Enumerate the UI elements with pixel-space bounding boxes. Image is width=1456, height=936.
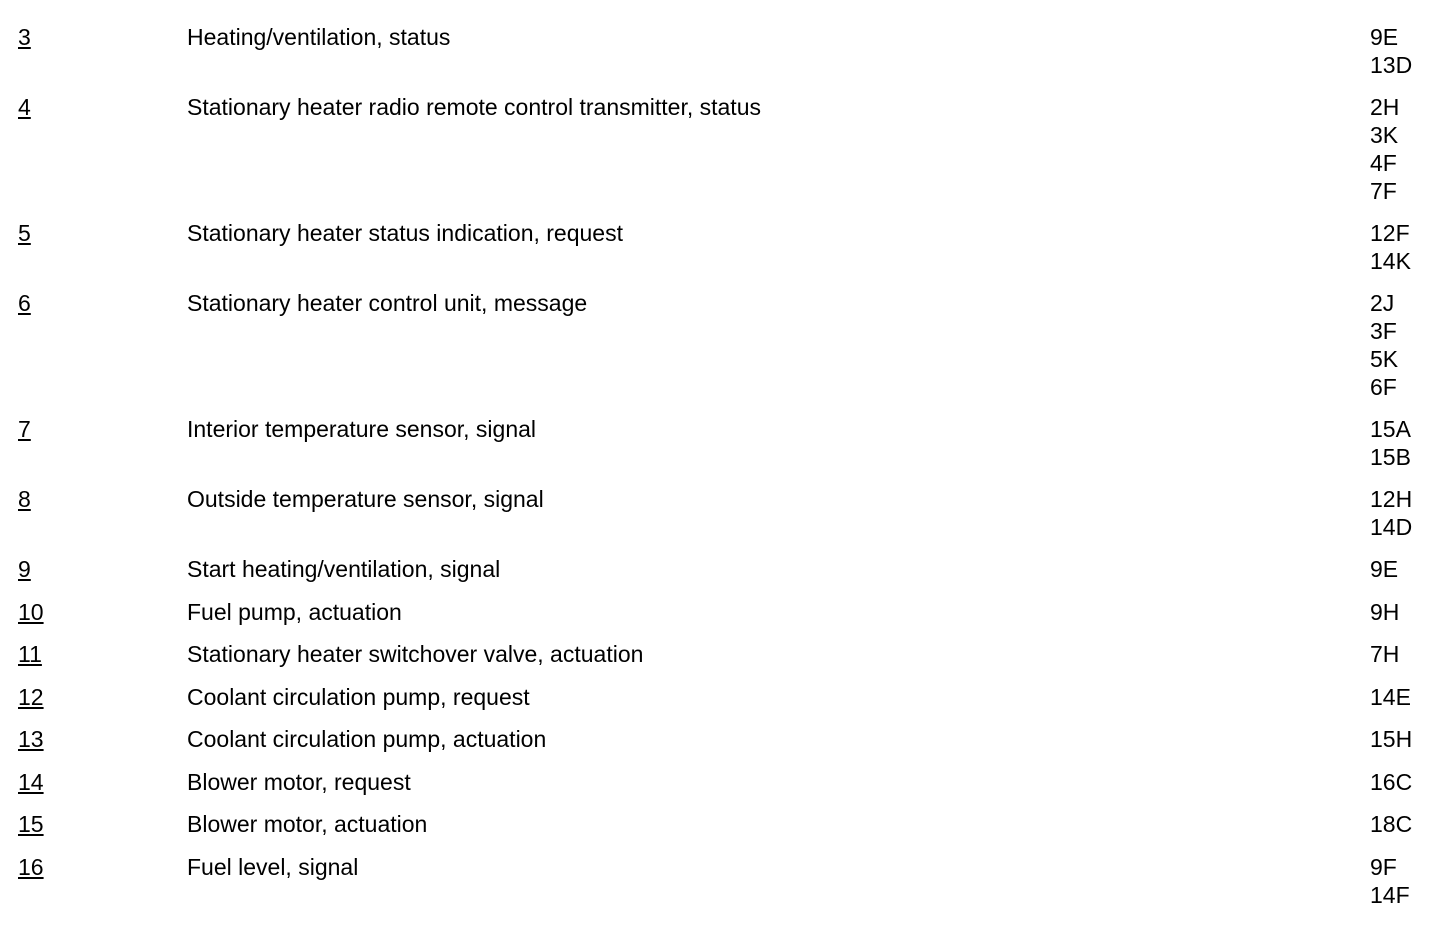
legend-description: Outside temperature sensor, signal — [187, 486, 544, 512]
grid-reference: 15B — [1370, 444, 1411, 470]
legend-number-link[interactable]: 10 — [18, 598, 44, 625]
legend-row — [0, 289, 1456, 401]
legend-references — [1370, 415, 1450, 471]
legend-references — [1370, 810, 1450, 838]
legend-description: Interior temperature sensor, signal — [187, 416, 537, 442]
grid-reference: 7H — [1370, 641, 1400, 667]
grid-reference: 6F — [1370, 374, 1397, 400]
legend-description: Blower motor, request — [187, 768, 411, 795]
legend-number-cell — [0, 485, 187, 513]
grid-reference: 15A — [1370, 416, 1411, 442]
grid-reference: 2H — [1370, 94, 1400, 120]
grid-reference: 2J — [1370, 290, 1395, 316]
legend-references — [1370, 640, 1450, 668]
legend-references — [1370, 485, 1450, 541]
legend-number-link[interactable]: 15 — [18, 811, 44, 837]
legend-number-cell — [0, 810, 187, 838]
legend-description: Blower motor, actuation — [187, 811, 428, 837]
legend-number-link[interactable]: 4 — [18, 94, 31, 120]
legend-references — [1370, 289, 1450, 401]
legend-description: Stationary heater control unit, message — [187, 290, 588, 316]
grid-reference: 14K — [1370, 248, 1411, 274]
grid-reference: 18C — [1370, 811, 1413, 837]
grid-reference: 3F — [1370, 318, 1397, 344]
grid-reference: 12F — [1370, 220, 1410, 246]
legend-number-cell — [0, 768, 187, 796]
legend-number-link[interactable]: 12 — [18, 683, 44, 710]
legend-references — [1370, 555, 1450, 583]
grid-reference: 7F — [1370, 178, 1397, 204]
legend-number-cell — [0, 23, 187, 51]
legend-number-link[interactable]: 7 — [18, 416, 31, 442]
legend-number-link[interactable]: 13 — [18, 726, 44, 752]
legend-number-link[interactable]: 11 — [18, 641, 42, 667]
grid-reference: 16C — [1370, 768, 1413, 795]
legend-row — [0, 415, 1456, 471]
legend-number-cell — [0, 415, 187, 443]
legend-references — [1370, 598, 1450, 626]
grid-reference: 9H — [1370, 598, 1400, 625]
legend-description: Stationary heater radio remote control transmitter, status — [187, 94, 761, 120]
legend-references — [1370, 683, 1450, 711]
legend-row — [0, 768, 1456, 796]
grid-reference: 15H — [1370, 726, 1413, 752]
legend-row — [0, 485, 1456, 541]
legend-row — [0, 219, 1456, 275]
legend-row — [0, 853, 1456, 909]
legend-number-link[interactable]: 16 — [18, 853, 44, 880]
legend-description: Start heating/ventilation, signal — [187, 556, 501, 582]
legend-row — [0, 683, 1456, 711]
legend-number-cell — [0, 598, 187, 626]
legend-references — [1370, 23, 1450, 79]
legend-description: Fuel level, signal — [187, 853, 359, 880]
legend-number-link[interactable]: 3 — [18, 24, 31, 50]
grid-reference: 12H — [1370, 486, 1413, 512]
grid-reference: 3K — [1370, 122, 1399, 148]
legend-number-cell — [0, 289, 187, 317]
legend-description: Fuel pump, actuation — [187, 598, 402, 625]
grid-reference: 14D — [1370, 514, 1413, 540]
legend-row — [0, 23, 1456, 79]
grid-reference: 14E — [1370, 683, 1411, 710]
legend-references — [1370, 93, 1450, 205]
legend-description: Coolant circulation pump, actuation — [187, 726, 547, 752]
legend-number-cell — [0, 555, 187, 583]
legend-number-cell — [0, 640, 187, 668]
grid-reference: 14F — [1370, 881, 1410, 908]
legend-row — [0, 93, 1456, 205]
legend-description: Coolant circulation pump, request — [187, 683, 530, 710]
legend-row — [0, 810, 1456, 838]
grid-reference: 9E — [1370, 556, 1399, 582]
legend-references — [1370, 219, 1450, 275]
legend-number-link[interactable]: 9 — [18, 556, 31, 582]
legend-number-cell — [0, 93, 187, 121]
legend-references — [1370, 768, 1450, 796]
legend-number-cell — [0, 853, 187, 881]
grid-reference: 9F — [1370, 853, 1397, 880]
legend-number-cell — [0, 219, 187, 247]
legend-number-link[interactable]: 5 — [18, 220, 31, 246]
legend-references — [1370, 725, 1450, 753]
legend-number-cell — [0, 683, 187, 711]
legend-row — [0, 725, 1456, 753]
legend-row — [0, 640, 1456, 668]
legend-row — [0, 598, 1456, 626]
legend-number-link[interactable]: 8 — [18, 486, 31, 512]
legend-number-cell — [0, 725, 187, 753]
legend-description: Stationary heater status indication, request — [187, 220, 623, 246]
grid-reference: 5K — [1370, 346, 1399, 372]
legend-number-link[interactable]: 14 — [18, 768, 44, 795]
grid-reference: 4F — [1370, 150, 1397, 176]
legend-description: Heating/ventilation, status — [187, 24, 451, 50]
grid-reference: 13D — [1370, 52, 1413, 78]
grid-reference: 9E — [1370, 24, 1399, 50]
legend-references — [1370, 853, 1450, 909]
legend-description: Stationary heater switchover valve, actuation — [187, 641, 644, 667]
legend-row — [0, 555, 1456, 583]
legend-number-link[interactable]: 6 — [18, 290, 31, 316]
